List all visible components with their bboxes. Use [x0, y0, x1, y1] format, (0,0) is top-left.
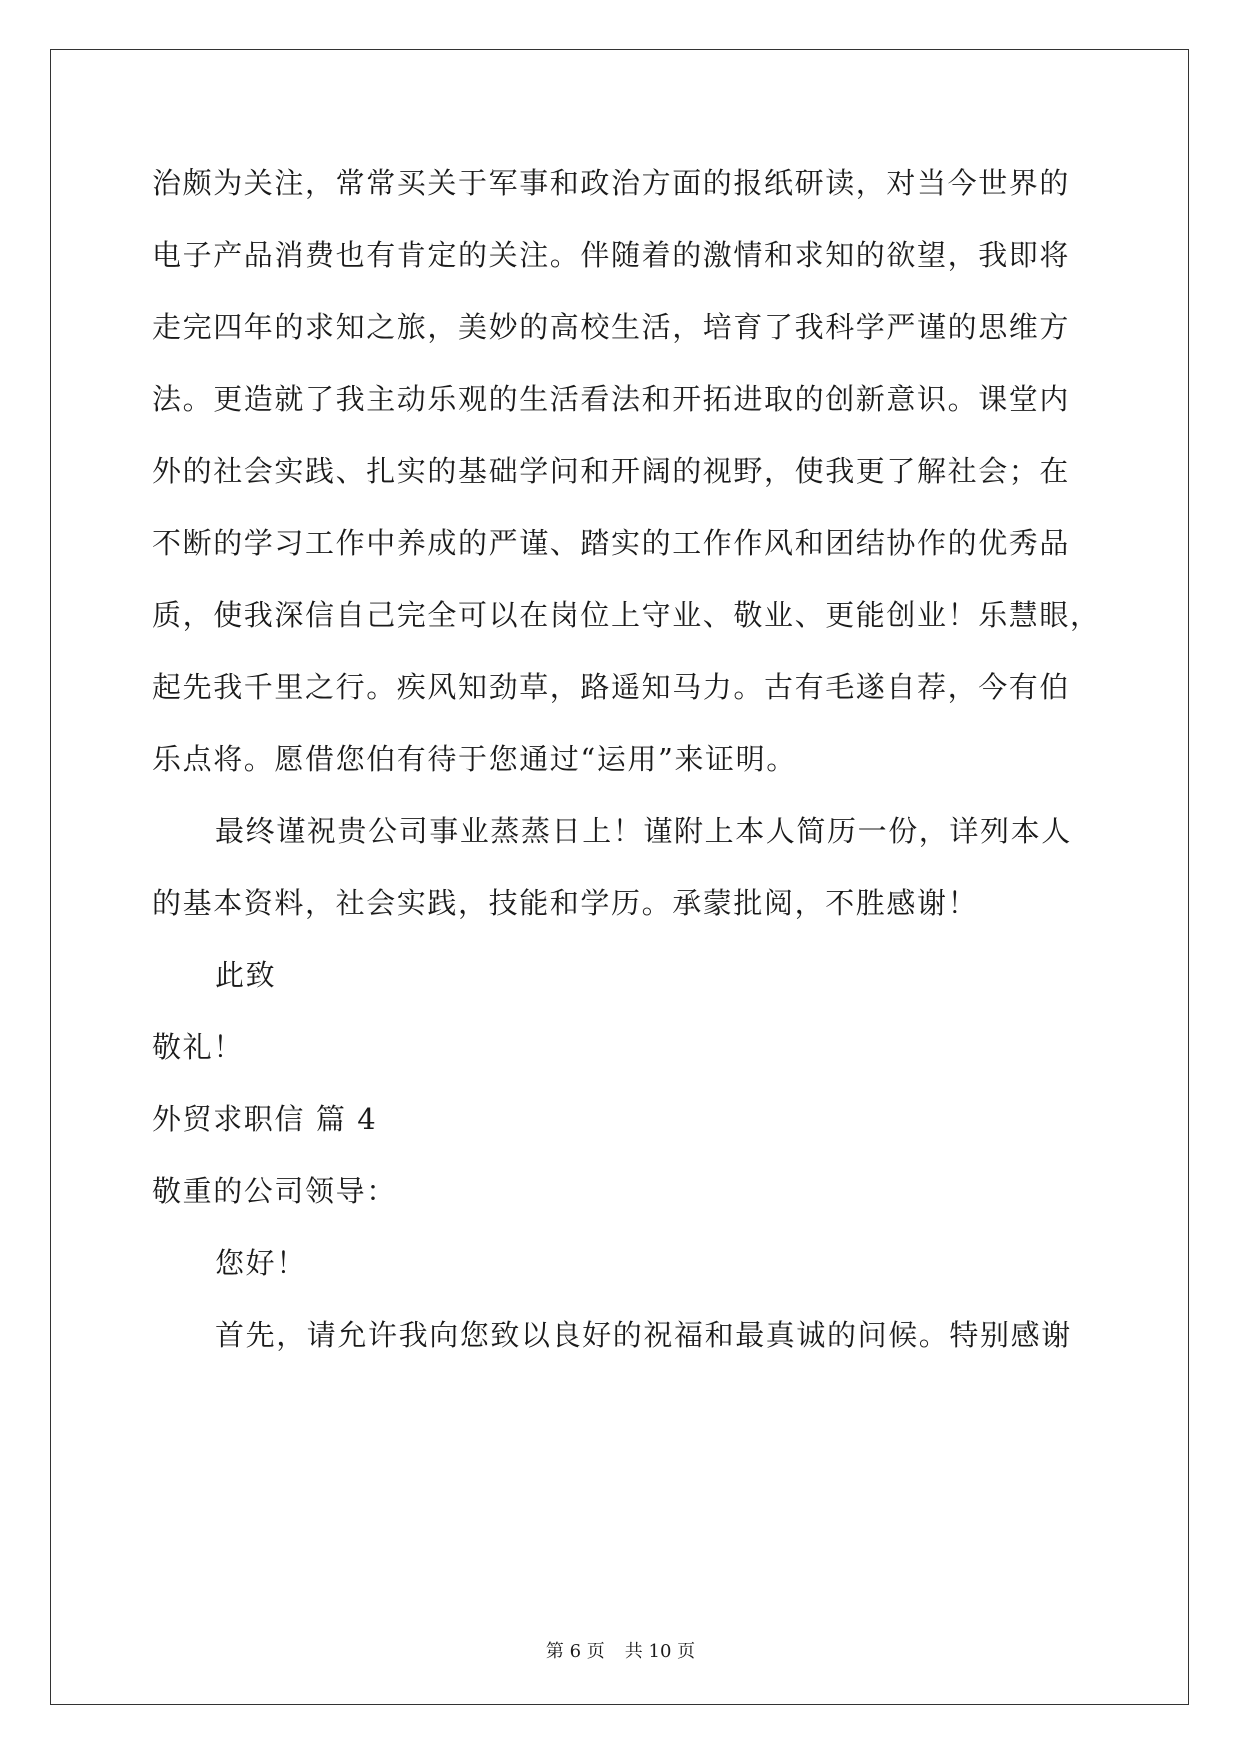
- body-line-5: 外的社会实践、扎实的基础学问和开阔的视野，使我更了解社会；在: [152, 454, 1071, 488]
- body-line-2: 电子产品消费也有肯定的关注。伴随着的激情和求知的欲望，我即将: [152, 238, 1071, 272]
- page-border: [50, 49, 1189, 1705]
- body-line-3: 走完四年的求知之旅，美妙的高校生活，培育了我科学严谨的思维方: [152, 310, 1071, 344]
- body-line-8: 起先我千里之行。疾风知劲草，路遥知马力。古有毛遂自荐，今有伯: [152, 670, 1071, 704]
- body-line-9: 乐点将。愿借您伯有待于您通过“运用”来证明。: [152, 742, 797, 776]
- page-number: 第 6 页: [545, 1641, 605, 1662]
- salutation-cizhi: 此致: [215, 958, 277, 992]
- section-heading: 外贸求职信 篇 4: [152, 1102, 378, 1136]
- letter-opening-line: 首先，请允许我向您致以良好的祝福和最真诚的问候。特别感谢: [215, 1318, 1072, 1352]
- letter-greeting: 您好！: [215, 1246, 307, 1280]
- body-line-1: 治颇为关注，常常买关于军事和政治方面的报纸研读，对当今世界的: [152, 166, 1071, 200]
- page-total: 共 10 页: [624, 1641, 696, 1662]
- body-line-6: 不断的学习工作中养成的严谨、踏实的工作作风和团结协作的优秀品: [152, 526, 1071, 560]
- body-line-7: 质，使我深信自己完全可以在岗位上守业、敬业、更能创业！乐慧眼，: [152, 598, 1101, 632]
- page-footer: [0, 1640, 1241, 1664]
- letter-addressee: 敬重的公司领导：: [152, 1174, 397, 1208]
- body-line-4: 法。更造就了我主动乐观的生活看法和开拓进取的创新意识。课堂内: [152, 382, 1071, 416]
- salutation-jingli: 敬礼！: [152, 1030, 244, 1064]
- closing-paragraph-line-1: 最终谨祝贵公司事业蒸蒸日上！谨附上本人简历一份，详列本人: [215, 814, 1072, 848]
- closing-paragraph-line-2: 的基本资料，社会实践，技能和学历。承蒙批阅，不胜感谢！: [152, 886, 979, 920]
